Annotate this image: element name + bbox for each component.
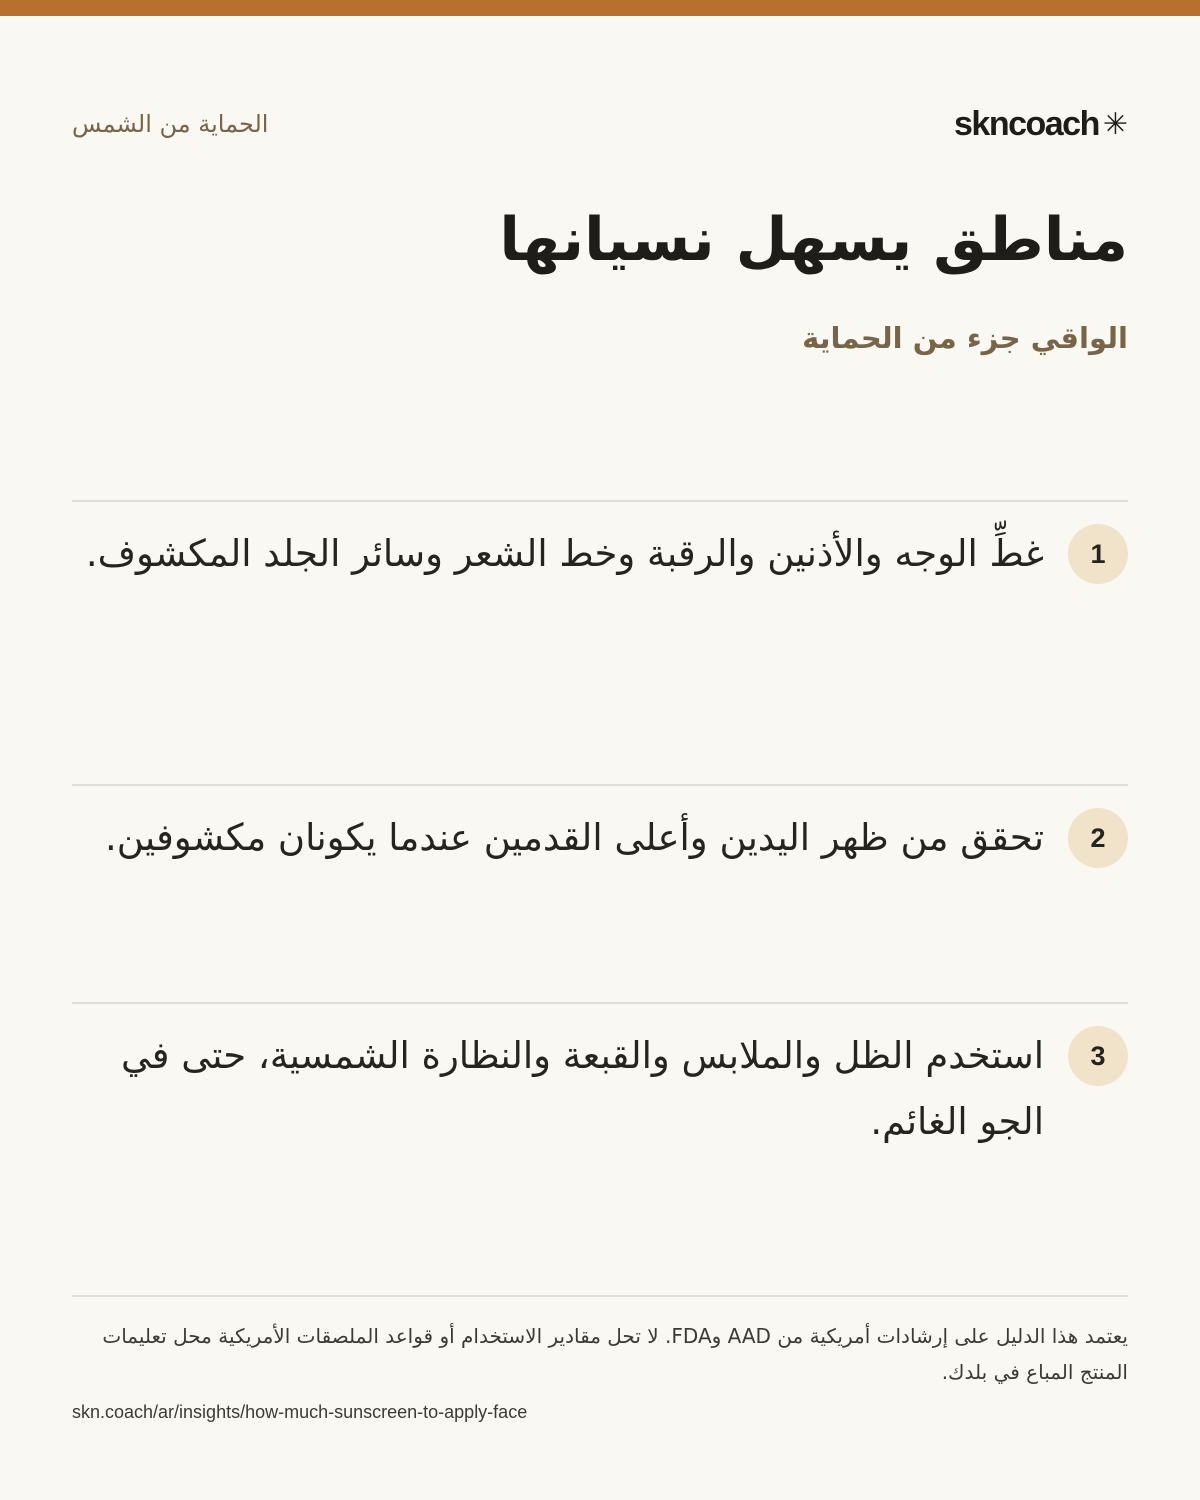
divider xyxy=(72,1002,1128,1004)
list-item xyxy=(72,808,1128,871)
category-label: الحماية من الشمس xyxy=(72,110,269,138)
step-text: استخدم الظل والملابس والقبعة والنظارة الشمسية، حتى في الجو الغائم. xyxy=(120,1034,1044,1143)
divider xyxy=(72,500,1128,502)
disclaimer-footnote: يعتمد هذا الدليل على إرشادات أمريكية من AAD وFDA. لا تحل مقادير الاستخدام أو قواعد الملصقات الأمريكية محل تعليمات المنتج المباع في بلدك. xyxy=(102,1324,1128,1384)
step-number-badge: 1 xyxy=(1068,524,1128,584)
brand-logo[interactable] xyxy=(954,105,1128,144)
page-subtitle: الواقي جزء من الحماية xyxy=(802,321,1128,355)
brand-name: skncoach xyxy=(954,104,1099,143)
asterisk-icon: ✳ xyxy=(1102,107,1128,141)
page-title: مناطق يسهل نسيانها xyxy=(499,205,1128,275)
list-item xyxy=(72,524,1128,587)
step-number-badge: 2 xyxy=(1068,808,1128,868)
source-url[interactable]: skn.coach/ar/insights/how-much-sunscreen-to-apply-face xyxy=(72,1402,528,1422)
list-item xyxy=(72,1026,1128,1155)
step-text: غطِّ الوجه والأذنين والرقبة وخط الشعر وسائر الجلد المكشوف. xyxy=(85,532,1044,575)
step-number-badge: 3 xyxy=(1068,1026,1128,1086)
top-accent-bar xyxy=(0,0,1200,16)
divider xyxy=(72,784,1128,786)
step-text: تحقق من ظهر اليدين وأعلى القدمين عندما يكونان مكشوفين. xyxy=(104,816,1044,859)
header xyxy=(72,100,1128,148)
divider xyxy=(72,1295,1128,1297)
